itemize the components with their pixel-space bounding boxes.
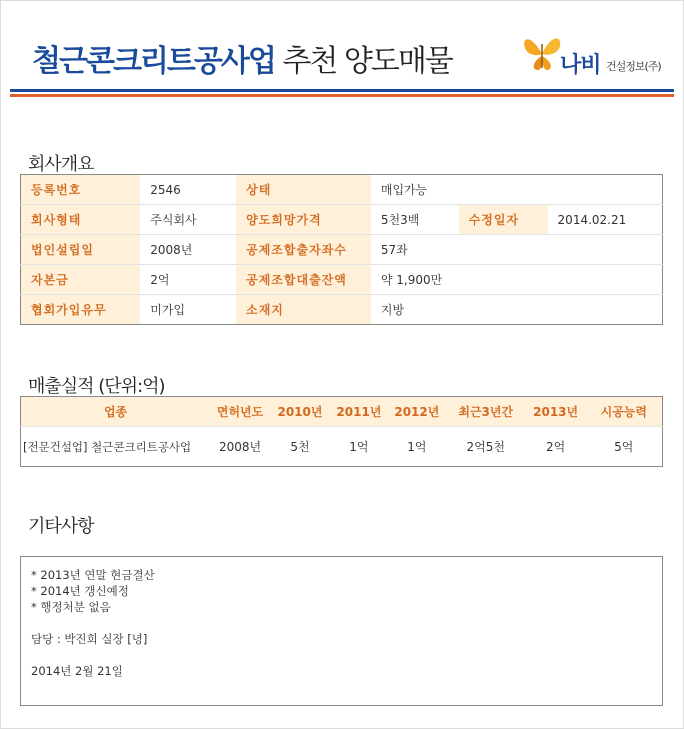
page-title bbox=[32, 36, 452, 80]
label-association: 협회가입유무 bbox=[21, 295, 141, 325]
value-founded: 2008년 bbox=[140, 235, 236, 265]
page-header bbox=[0, 0, 684, 100]
value-shares: 57좌 bbox=[371, 235, 663, 265]
value-location: 지방 bbox=[380, 303, 405, 317]
label-founded: 법인설립일 bbox=[21, 235, 141, 265]
table-row bbox=[21, 235, 663, 265]
label-status: 상태 bbox=[236, 175, 371, 205]
logo-name: 나비 bbox=[560, 53, 601, 78]
header-2013: 2013년 bbox=[526, 397, 586, 427]
label-modified-date: 수정일자 bbox=[459, 205, 548, 235]
cell-industry: [전문건설업] 철근콘크리트공사업 bbox=[21, 427, 211, 467]
date-line: 2014년 2월 21일 bbox=[31, 664, 123, 678]
cell-recent-3yrs: 2억5천 bbox=[446, 427, 526, 467]
value-company-type: 주식회사 bbox=[140, 205, 236, 235]
title-highlight: 철근콘크리트공사업 bbox=[32, 44, 275, 79]
header-rule-orange bbox=[10, 94, 674, 97]
label-shares: 공제조합출자좌수 bbox=[236, 235, 371, 265]
title-rest: 추천 양도매물 bbox=[274, 44, 452, 79]
cell-2011: 1억 bbox=[330, 427, 388, 467]
header-capacity: 시공능력 bbox=[586, 397, 663, 427]
header-recent-3yrs: 최근3년간 bbox=[446, 397, 526, 427]
note-line: * 행정처분 없음 bbox=[31, 600, 111, 614]
label-asking-price: 양도희망가격 bbox=[236, 205, 371, 235]
header-industry: 업종 bbox=[21, 397, 211, 427]
note-line: * 2014년 갱신예정 bbox=[31, 584, 129, 598]
table-row bbox=[21, 427, 663, 467]
etc-title: 기타사항 bbox=[28, 516, 94, 537]
sales-table bbox=[20, 396, 663, 467]
cell-2013: 2억 bbox=[526, 427, 586, 467]
cell-2010: 5천 bbox=[270, 427, 330, 467]
header-2011: 2011년 bbox=[330, 397, 388, 427]
label-capital: 자본금 bbox=[21, 265, 141, 295]
cell-capacity: 5억 bbox=[586, 427, 663, 467]
sales-title: 매출실적 (단위:억) bbox=[28, 376, 165, 397]
value-reg-no: 2546 bbox=[140, 175, 236, 205]
label-location: 소재지 bbox=[236, 295, 371, 325]
label-reg-no: 등록번호 bbox=[21, 175, 141, 205]
header-rule-blue bbox=[10, 89, 674, 92]
table-row bbox=[21, 295, 663, 325]
table-row bbox=[21, 265, 663, 295]
company-logo bbox=[520, 30, 670, 76]
overview-table bbox=[20, 174, 663, 325]
table-header-row bbox=[21, 397, 663, 427]
header-2010: 2010년 bbox=[270, 397, 330, 427]
value-status: 매입가능 bbox=[371, 175, 663, 205]
table-row bbox=[21, 205, 663, 235]
value-capital: 2억 bbox=[140, 265, 236, 295]
value-loan-balance: 약 1,900만 bbox=[371, 265, 663, 295]
table-row bbox=[21, 175, 663, 205]
note-line: * 2013년 연말 현금결산 bbox=[31, 568, 155, 582]
value-association: 미가입 bbox=[150, 303, 186, 317]
header-license-year: 면허년도 bbox=[210, 397, 270, 427]
cell-license-year: 2008년 bbox=[210, 427, 270, 467]
logo-sub: 건설정보(주) bbox=[606, 60, 661, 73]
label-company-type: 회사형태 bbox=[21, 205, 141, 235]
header-2012: 2012년 bbox=[388, 397, 446, 427]
value-asking-price: 5천3백 bbox=[371, 205, 459, 235]
value-modified-date: 2014.02.21 bbox=[548, 205, 663, 235]
notes-box bbox=[20, 556, 663, 706]
cell-2012: 1억 bbox=[388, 427, 446, 467]
overview-title: 회사개요 bbox=[28, 154, 94, 175]
contact-line: 담당 : 박진희 실장 [녕] bbox=[31, 632, 148, 646]
label-loan-balance: 공제조합대출잔액 bbox=[236, 265, 371, 295]
